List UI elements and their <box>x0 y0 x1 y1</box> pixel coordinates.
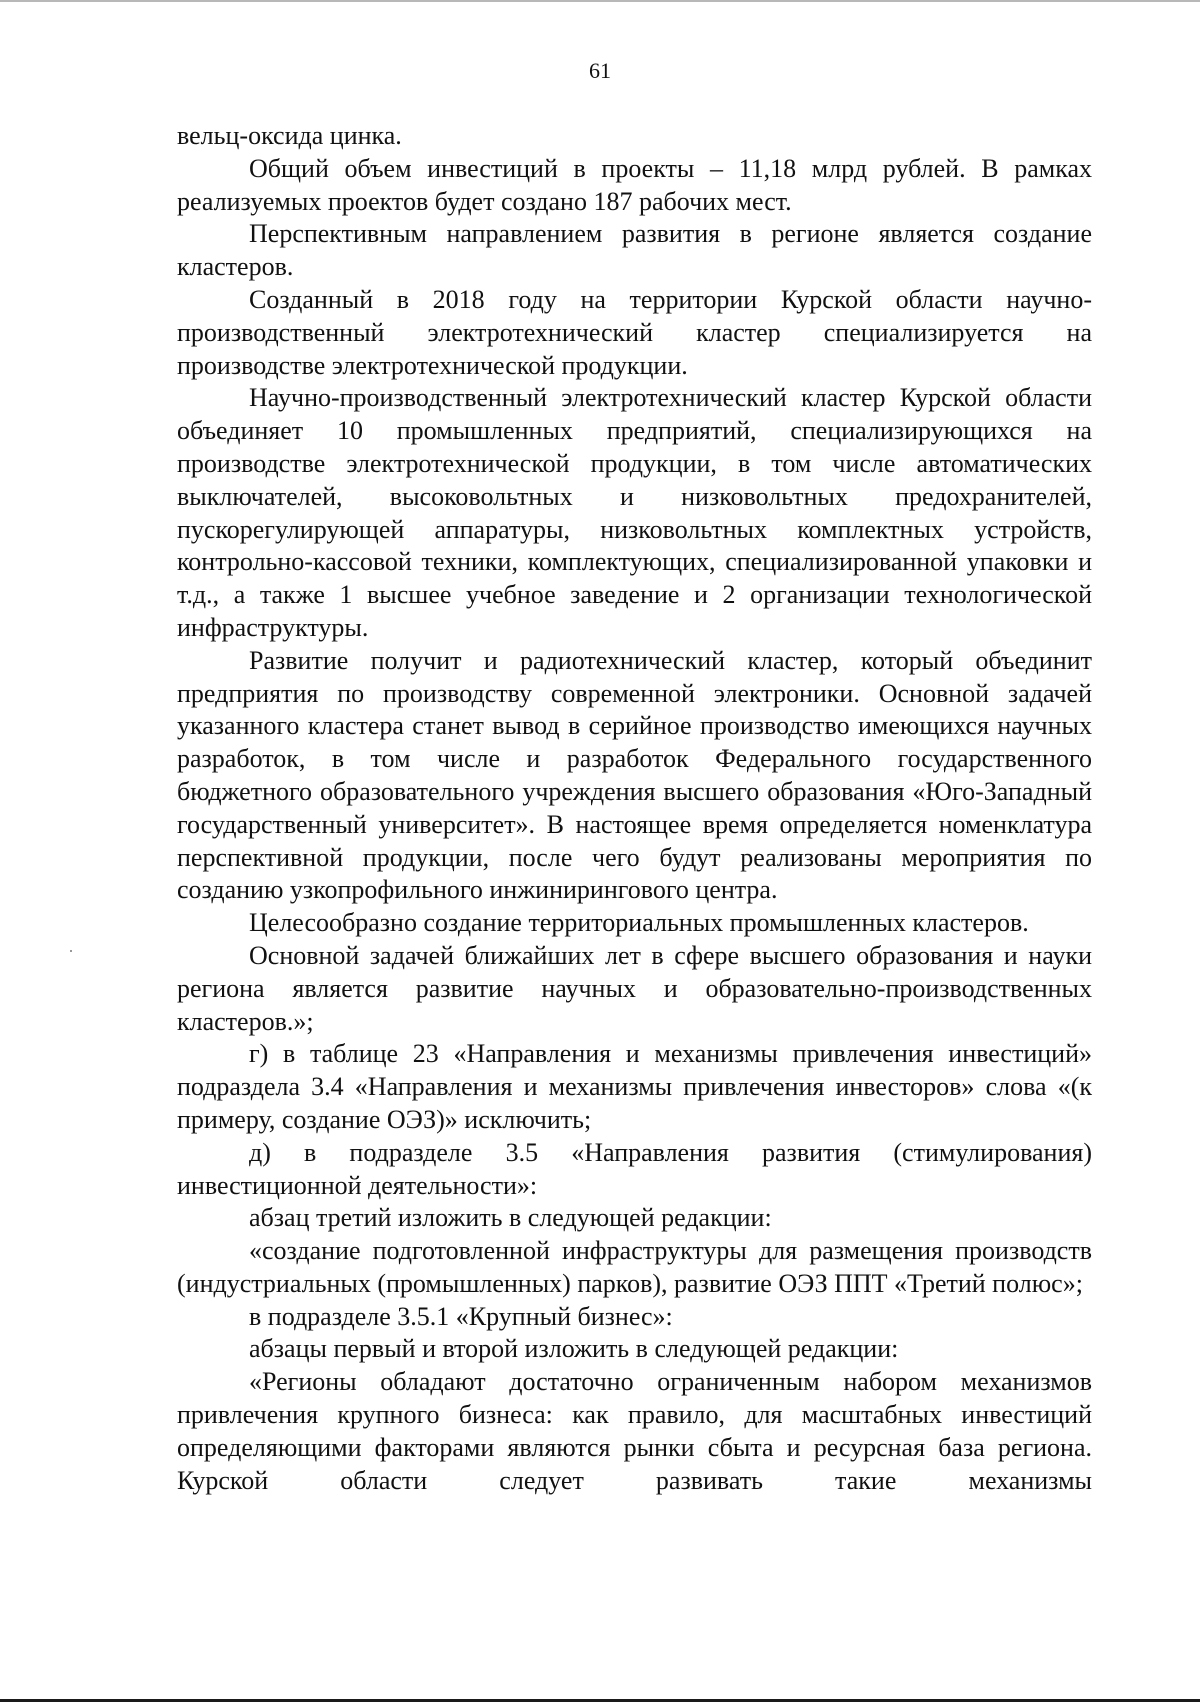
paragraph: Перспективным направлением развития в регионе является создание кластеров. <box>177 219 1092 282</box>
page-number: 61 <box>589 58 611 83</box>
document-body <box>177 120 1092 1497</box>
paragraph: Созданный в 2018 году на территории Курской области научно-производственный электротехнический кластер специализируется на производстве электротехнической продукции. <box>177 284 1092 380</box>
scan-speck <box>70 950 72 952</box>
paragraph: г) в таблице 23 «Направления и механизмы привлечения инвестиций» подраздела 3.4 «Направления и механизмы привлечения инвесторов» слова «(к примеру, создание ОЭЗ)» исключить; <box>177 1039 1092 1134</box>
paragraph: Развитие получит и радиотехнический кластер, который объединит предприятия по производству современной электроники. Основной задачей указанного кластера станет вывод в серийное производство имеющихся научных разработок, в том числе и разработок Федерального государственного бюджетного образовательного учреждения высшего образования «Юго-Западный государственный университет». В настоящее время определяется номенклатура перспективной продукции, после чего будут реализованы мероприятия по созданию узкопрофильного инжинирингового центра. <box>177 645 1092 905</box>
paragraph: Основной задачей ближайших лет в сфере высшего образования и науки региона является развитие научных и образовательно-производственных кластеров.»; <box>177 940 1092 1036</box>
paragraph: Научно-производственный электротехнический кластер Курской области объединяет 10 промышленных предприятий, специализирующихся на производстве электротехнической продукции, в том числе автоматических выключателей, высоковольтных и низковольтных предохранителей, пускорегулирующей аппаратуры, низковольтных комплектных устройств, контрольно-кассовой техники, комплектующих, специализированной упаковки и т.д., а также 1 высшее учебное заведение и 2 организации технологической инфраструктуры. <box>177 383 1092 642</box>
paragraph: вельц-оксида цинка. <box>177 121 402 150</box>
paragraph: абзац третий изложить в следующей редакции: <box>249 1203 772 1233</box>
paragraph: «создание подготовленной инфраструктуры для размещения производств (индустриальных (промышленных) парков), развитие ОЭЗ ППТ «Третий полюс»; <box>177 1236 1092 1298</box>
paragraph: «Регионы обладают достаточно ограниченным набором механизмов привлечения крупного бизнеса: как правило, для масштабных инвестиций определяющими факторами являются рынки сбыта и ресурсная база региона. Курской области следует развивать такие механизмы <box>177 1367 1092 1495</box>
paragraph: Общий объем инвестиций в проекты – 11,18 млрд рублей. В рамках реализуемых проектов будет создано 187 рабочих мест. <box>177 153 1092 216</box>
paragraph: абзацы первый и второй изложить в следующей редакции: <box>249 1334 899 1364</box>
paragraph: д) в подразделе 3.5 «Направления развития (стимулирования) инвестиционной деятельности»: <box>177 1137 1092 1200</box>
paragraph: в подразделе 3.5.1 «Крупный бизнес»: <box>249 1301 673 1331</box>
paragraph: Целесообразно создание территориальных промышленных кластеров. <box>249 908 1029 938</box>
